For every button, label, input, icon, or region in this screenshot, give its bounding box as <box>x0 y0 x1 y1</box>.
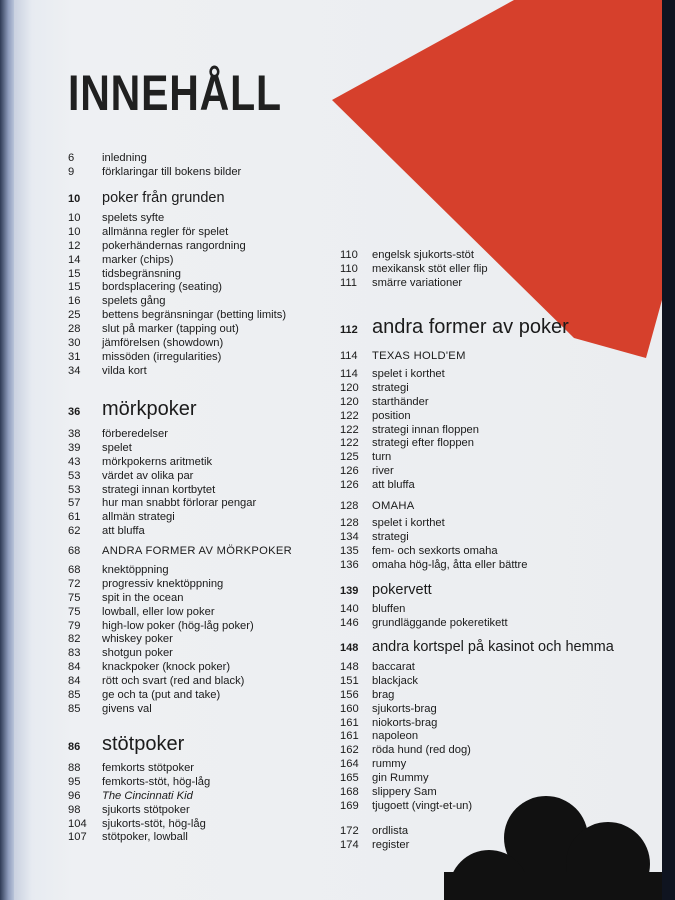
toc-entry-page-number: 75 <box>68 605 81 618</box>
toc-entry-page-number: 136 <box>340 558 359 571</box>
toc-entry-title: knektöppning <box>102 564 169 576</box>
toc-entry-page-number: 15 <box>68 281 81 294</box>
toc-entry-page-number: 84 <box>68 661 81 674</box>
toc-entry <box>68 647 254 661</box>
toc-entry-page-number: 162 <box>340 744 359 757</box>
toc-entry <box>68 818 210 832</box>
toc-entry-page-number: 134 <box>340 530 359 543</box>
toc-entry-title: spelet <box>102 441 132 454</box>
toc-entry-title: starthänder <box>372 395 429 408</box>
toc-entry-page-number: 53 <box>68 483 81 496</box>
toc-entry-page-number: 15 <box>68 267 81 280</box>
toc-entry-title: tjugoett (vingt-et-un) <box>372 799 473 812</box>
toc-entry-page-number: 122 <box>340 423 359 436</box>
toc-entry <box>340 689 472 703</box>
toc-entry <box>68 703 254 717</box>
toc-entry <box>68 226 286 240</box>
toc-list-morkpoker <box>68 428 256 539</box>
toc-entry-page-number: 75 <box>68 591 81 604</box>
toc-entry-page-number: 161 <box>340 730 359 743</box>
subsection-heading-texas-holdem: 114 TEXAS HOLD'EM <box>340 350 466 362</box>
toc-entry <box>340 758 472 772</box>
toc-entry-title: lowball, eller low poker <box>102 605 215 618</box>
toc-entry-title: grundläggande pokeretikett <box>372 616 508 629</box>
toc-entry <box>68 689 254 703</box>
toc-entry-title: slut på marker (tapping out) <box>102 323 239 336</box>
toc-entry-page-number: 146 <box>340 616 359 629</box>
toc-entry <box>340 617 508 631</box>
toc-entry-title: röda hund (red dog) <box>372 744 471 757</box>
page-gutter-shadow <box>0 0 14 900</box>
toc-entry <box>340 545 527 559</box>
toc-entry <box>68 633 254 647</box>
toc-entry-page-number: 165 <box>340 772 359 785</box>
toc-entry-page-number: 6 <box>68 152 75 164</box>
toc-entry-page-number: 126 <box>340 465 359 478</box>
toc-entry-page-number: 34 <box>68 364 81 377</box>
toc-entry <box>340 730 472 744</box>
toc-entry-page-number: 172 <box>340 825 359 837</box>
toc-entry-title: mörkpokerns aritmetik <box>102 455 213 468</box>
section-heading-pokervett: 139 pokervett <box>340 582 432 598</box>
toc-entry <box>340 263 488 277</box>
toc-entry-page-number: 31 <box>68 350 81 363</box>
toc-entry-title: marker (chips) <box>102 253 174 266</box>
toc-entry-page-number: 174 <box>340 838 359 851</box>
toc-entry-title: mexikansk stöt eller flip <box>372 262 488 275</box>
toc-entry-title: river <box>372 465 394 478</box>
toc-entry <box>68 442 256 456</box>
toc-entry-page-number: 110 <box>340 249 358 261</box>
toc-entry-title: att bluffa <box>102 525 145 538</box>
toc-entry <box>68 497 256 511</box>
page-title: INNEHÅLL <box>68 65 282 121</box>
toc-entry-title: brag <box>372 688 395 701</box>
toc-entry-title: inledning <box>102 152 147 164</box>
toc-entry-title: slippery Sam <box>372 786 437 799</box>
toc-entry-page-number: 140 <box>340 603 359 615</box>
toc-entry <box>340 531 527 545</box>
toc-entry-title: allmän strategi <box>102 511 175 524</box>
toc-entry-page-number: 122 <box>340 409 359 422</box>
toc-entry-title: förberedelser <box>102 428 168 440</box>
toc-entry-page-number: 84 <box>68 675 81 688</box>
toc-entry-page-number: 38 <box>68 428 81 440</box>
toc-entry-title: omaha hög-låg, åtta eller bättre <box>372 558 528 571</box>
toc-entry-page-number: 82 <box>68 633 81 646</box>
subsection-heading-andra-former-av-morkpoker: 68 ANDRA FORMER AV MÖRKPOKER <box>68 545 293 557</box>
toc-entry-title: gin Rummy <box>372 772 429 785</box>
toc-entry <box>340 800 472 814</box>
club-suit-icon <box>444 796 662 900</box>
toc-entry-page-number: 125 <box>340 451 359 464</box>
toc-entry-title: strategi efter floppen <box>372 437 474 450</box>
toc-entry-title: fem- och sexkorts omaha <box>372 544 498 557</box>
toc-entry <box>340 479 479 493</box>
toc-entry <box>68 212 286 226</box>
toc-entry-title: shotgun poker <box>102 647 173 660</box>
toc-entry-title: strategi <box>372 381 409 394</box>
toc-entry-page-number: 111 <box>340 276 358 289</box>
toc-entry <box>340 559 527 573</box>
toc-list-texas-holdem <box>340 368 479 493</box>
toc-entry-page-number: 83 <box>68 647 81 660</box>
toc-list-stotpoker <box>68 762 210 845</box>
toc-entry-page-number: 120 <box>340 381 359 394</box>
toc-entry-page-number: 57 <box>68 497 81 510</box>
toc-entry-page-number: 28 <box>68 323 81 336</box>
toc-entry <box>68 578 254 592</box>
toc-entry <box>68 620 254 634</box>
toc-entry-title: rött och svart (red and black) <box>102 675 245 688</box>
toc-left-column <box>68 152 241 180</box>
toc-entry-title: position <box>372 409 411 422</box>
toc-entry-page-number: 12 <box>68 239 81 252</box>
subsection-heading-omaha: 128 OMAHA <box>340 500 415 512</box>
toc-entry <box>68 365 286 379</box>
toc-entry <box>340 465 479 479</box>
toc-entry-page-number: 151 <box>340 674 359 687</box>
toc-entry <box>340 717 472 731</box>
toc-entry <box>68 281 286 295</box>
toc-entry-title: förklaringar till bokens bilder <box>102 165 242 178</box>
toc-entry <box>68 564 254 578</box>
diamond-suit-icon <box>332 0 662 358</box>
toc-entry-title: att bluffa <box>372 479 415 492</box>
toc-entry-title: femkorts stötpoker <box>102 762 195 774</box>
toc-entry <box>68 295 286 309</box>
toc-entry-title: The Cincinnati Kid <box>102 789 193 802</box>
toc-entry-page-number: 110 <box>340 262 358 275</box>
toc-entry-title: high-low poker (hög-låg poker) <box>102 619 254 632</box>
toc-entry <box>340 410 479 424</box>
toc-entry-page-number: 14 <box>68 253 81 266</box>
toc-entry <box>68 484 256 498</box>
toc-entry-title: register <box>372 838 410 851</box>
toc-entry <box>68 428 256 442</box>
toc-entry-title: ordlista <box>372 825 409 837</box>
toc-entry-title: bluffen <box>372 603 406 615</box>
toc-entry-title: strategi <box>372 530 409 543</box>
toc-entry <box>340 277 488 291</box>
toc-entry-page-number: 98 <box>68 803 81 816</box>
toc-entry-page-number: 126 <box>340 479 359 492</box>
toc-entry <box>68 606 254 620</box>
toc-entry <box>340 368 479 382</box>
toc-entry <box>68 240 286 254</box>
toc-entry-page-number: 30 <box>68 337 81 350</box>
toc-entry-page-number: 16 <box>68 295 81 308</box>
section-heading-andra-former-av-poker: 112 andra former av poker <box>340 316 569 338</box>
toc-entry <box>340 839 409 853</box>
toc-entry-title: progressiv knektöppning <box>102 577 224 590</box>
section-heading-morkpoker: 36 mörkpoker <box>68 398 197 420</box>
toc-entry <box>340 424 479 438</box>
toc-entry-title: sjukorts-stöt, hög-låg <box>102 817 206 830</box>
toc-entry-title: bettens begränsningar (betting limits) <box>102 309 287 322</box>
toc-entry-page-number: 160 <box>340 702 359 715</box>
toc-entry <box>68 309 286 323</box>
toc-entry-title: rummy <box>372 758 407 771</box>
toc-entry-page-number: 85 <box>68 689 81 702</box>
toc-entry-page-number: 107 <box>68 831 87 844</box>
toc-entry <box>68 776 210 790</box>
toc-entry-title: värdet av olika par <box>102 469 194 482</box>
toc-entry-title: spit in the ocean <box>102 591 184 604</box>
toc-entry <box>340 661 472 675</box>
toc-list-poker-fran-grunden <box>68 212 286 379</box>
toc-entry <box>68 675 254 689</box>
toc-entry-title: allmänna regler för spelet <box>102 225 229 238</box>
toc-entry-page-number: 68 <box>68 564 81 576</box>
toc-entry-page-number: 96 <box>68 789 81 802</box>
toc-entry-title: strategi innan kortbytet <box>102 483 216 496</box>
toc-entry <box>340 451 479 465</box>
toc-entry-title: sjukorts stötpoker <box>102 803 190 816</box>
toc-list-omaha <box>340 517 527 573</box>
toc-entry-title: niokorts-brag <box>372 716 438 729</box>
toc-entry <box>68 470 256 484</box>
toc-entry <box>68 254 286 268</box>
toc-entry-title: napoleon <box>372 730 419 743</box>
toc-entry-title: spelet i korthet <box>372 368 445 380</box>
toc-entry-title: tidsbegränsning <box>102 267 181 280</box>
toc-entry-page-number: 39 <box>68 441 81 454</box>
toc-entry <box>68 166 241 180</box>
toc-entry <box>68 351 286 365</box>
toc-entry-title: spelet i korthet <box>372 517 445 529</box>
toc-entry <box>68 511 256 525</box>
toc-entry <box>68 323 286 337</box>
toc-list-appendix <box>340 825 409 853</box>
toc-entry-title: missöden (irregularities) <box>102 350 222 363</box>
toc-entry-page-number: 10 <box>68 225 81 238</box>
toc-list-pokervett <box>340 603 508 631</box>
toc-entry-page-number: 135 <box>340 544 359 557</box>
toc-entry <box>68 592 254 606</box>
toc-entry-page-number: 114 <box>340 368 358 380</box>
toc-entry-page-number: 79 <box>68 619 81 632</box>
toc-entry-page-number: 148 <box>340 661 359 673</box>
toc-entry <box>340 603 508 617</box>
toc-entry-title: turn <box>372 451 392 464</box>
toc-list-andra-former-av-morkpoker <box>68 564 254 717</box>
toc-entry-page-number: 169 <box>340 799 359 812</box>
toc-entry-page-number: 72 <box>68 577 81 590</box>
toc-entry-title: vilda kort <box>102 364 147 377</box>
toc-entry-page-number: 61 <box>68 511 81 524</box>
toc-entry <box>68 762 210 776</box>
toc-entry-page-number: 43 <box>68 455 81 468</box>
toc-entry <box>340 249 488 263</box>
toc-entry <box>68 337 286 351</box>
toc-entry-page-number: 85 <box>68 702 81 715</box>
section-heading-stotpoker: 86 stötpoker <box>68 733 185 755</box>
toc-entry <box>68 661 254 675</box>
toc-entry <box>68 268 286 282</box>
toc-entry-title: smärre variationer <box>372 276 463 289</box>
toc-entry <box>340 825 409 839</box>
toc-entry-title: ge och ta (put and take) <box>102 689 221 702</box>
toc-entry-page-number: 62 <box>68 525 81 538</box>
section-heading-andra-kortspel: 148 andra kortspel på kasinot och hemma <box>340 639 614 655</box>
toc-entry <box>340 517 527 531</box>
toc-entry-title: strategi innan floppen <box>372 423 479 436</box>
toc-list-continued <box>340 249 488 291</box>
toc-entry-page-number: 9 <box>68 165 75 178</box>
toc-entry <box>340 396 479 410</box>
toc-entry-page-number: 53 <box>68 469 81 482</box>
toc-entry <box>340 675 472 689</box>
toc-entry-title: bordsplacering (seating) <box>102 281 223 294</box>
toc-entry-title: spelets syfte <box>102 212 165 224</box>
toc-intro-list <box>68 152 241 180</box>
toc-entry-page-number: 104 <box>68 817 87 830</box>
toc-entry-title: whiskey poker <box>102 633 173 646</box>
toc-entry <box>68 831 210 845</box>
toc-entry-title: hur man snabbt förlorar pengar <box>102 497 257 510</box>
toc-entry-title: engelsk sjukorts-stöt <box>372 249 474 261</box>
toc-entry <box>68 152 241 166</box>
toc-entry-title: jämförelsen (showdown) <box>102 337 224 350</box>
toc-entry-page-number: 120 <box>340 395 359 408</box>
toc-entry-title: spelets gång <box>102 295 166 308</box>
toc-entry-title: baccarat <box>372 661 415 673</box>
toc-entry <box>340 786 472 800</box>
toc-entry-page-number: 122 <box>340 437 359 450</box>
toc-entry <box>340 382 479 396</box>
toc-entry-title: knackpoker (knock poker) <box>102 661 231 674</box>
toc-entry <box>68 456 256 470</box>
toc-entry-title: blackjack <box>372 674 419 687</box>
toc-entry-page-number: 168 <box>340 786 359 799</box>
toc-entry-title: givens val <box>102 702 152 715</box>
toc-entry-page-number: 164 <box>340 758 359 771</box>
book-page <box>14 0 662 900</box>
book-edge <box>662 0 675 900</box>
toc-entry-title: stötpoker, lowball <box>102 831 188 844</box>
toc-entry <box>68 804 210 818</box>
toc-entry-page-number: 25 <box>68 309 81 322</box>
toc-entry-title: sjukorts-brag <box>372 702 437 715</box>
toc-entry <box>68 525 256 539</box>
toc-entry-page-number: 88 <box>68 762 81 774</box>
toc-entry-page-number: 128 <box>340 517 359 529</box>
toc-entry-page-number: 161 <box>340 716 359 729</box>
toc-entry <box>340 437 479 451</box>
toc-list-andra-kortspel <box>340 661 472 814</box>
toc-entry-page-number: 95 <box>68 775 81 788</box>
toc-entry-page-number: 10 <box>68 212 81 224</box>
toc-entry <box>340 772 472 786</box>
toc-entry-title: femkorts-stöt, hög-låg <box>102 775 211 788</box>
section-heading-poker-fran-grunden: 10 poker från grunden <box>68 190 225 206</box>
toc-entry <box>340 703 472 717</box>
toc-entry-title: pokerhändernas rangordning <box>102 239 246 252</box>
toc-entry <box>340 744 472 758</box>
toc-entry <box>68 790 210 804</box>
toc-entry-page-number: 156 <box>340 688 359 701</box>
